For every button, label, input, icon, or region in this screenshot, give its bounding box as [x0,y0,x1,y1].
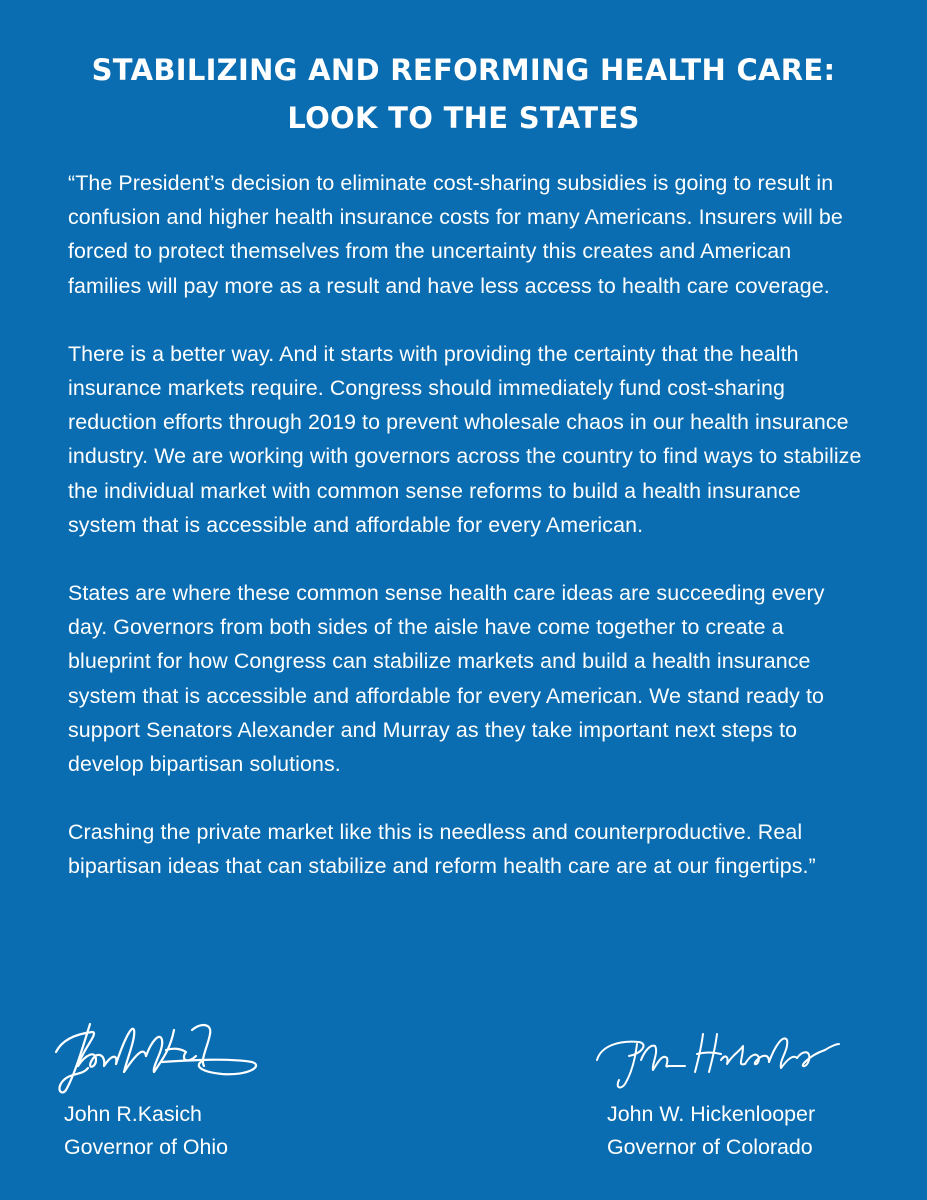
hickenlooper-name-block [593,1098,893,1164]
statement-paragraph-2: There is a better way. And it starts with providing the certainty that the health insurance markets require. Congress should immediately fund cost-sharing reduction efforts through 2019 to prevent wholesale chaos in our health insurance industry. We are working with governors across the country to find ways to stabilize the individual market with common sense reforms to build a health insurance system that is accessible and affordable for every American. [68,341,862,537]
signer-role: Governor of Ohio [64,1135,229,1159]
kasich-signature [52,1010,262,1098]
statement-paragraph-3: States are where these common sense health care ideas are succeeding every day. Governors from both sides of the aisle have come together to create a blueprint for how Congress can stabilize markets and build a health insurance system that is accessible and affordable for every American. We stand ready to support Senators Alexander and Murray as they take important next steps to develop bipartisan solutions. [68,581,825,777]
title-line-1: STABILIZING AND REFORMING HEALTH CARE: [91,53,836,87]
statement-paragraph-1: “The President’s decision to eliminate cost-sharing subsidies is going to result in confusion and higher health insurance costs for many Americans. Insurers will be forced to protect themselves from the uncertainty this creates and American families will pay more as a result and have less access to health care coverage. [68,171,843,298]
signer-name: John W. Hickenlooper [607,1102,816,1126]
title-line-2: LOOK TO THE STATES [287,101,640,135]
signer-hickenlooper [593,1010,893,1164]
page-title [0,46,927,142]
hickenlooper-signature [593,1010,843,1098]
statement-body [68,166,868,918]
kasich-name-block [52,1098,352,1164]
signer-role: Governor of Colorado [607,1135,813,1159]
signer-name: John R.Kasich [64,1102,202,1126]
statement-paragraph-4: Crashing the private market like this is needless and counterproductive. Real bipartisan ideas that can stabilize and reform health care are at our fingertips.” [68,820,816,879]
signer-kasich [52,1010,352,1164]
